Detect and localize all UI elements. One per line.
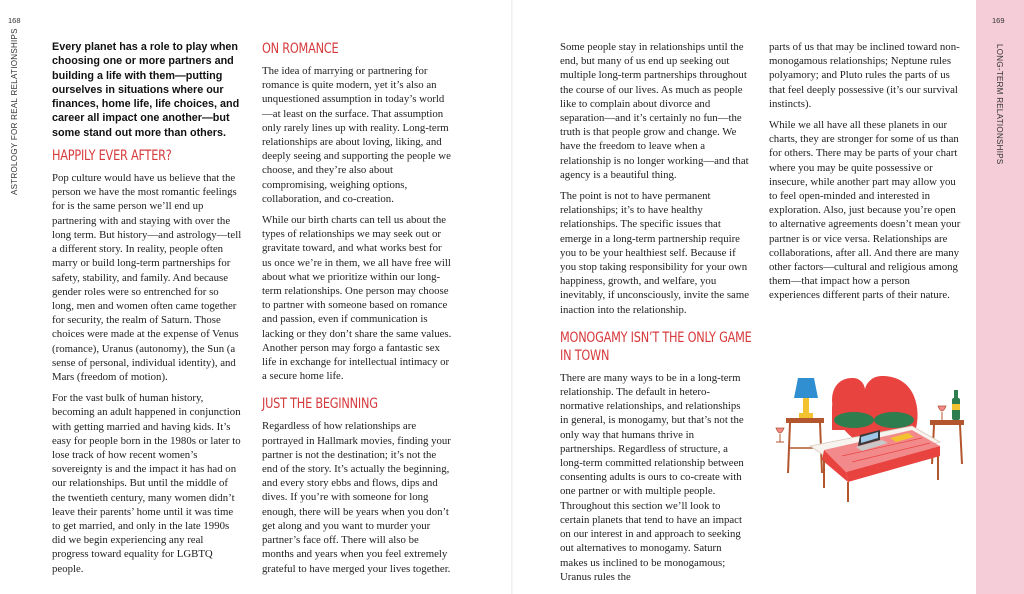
body-paragraph: While our birth charts can tell us about the types of relationships we may seek out or gravitate toward, and what works best for us once we’re in them, we all have free will about what we prioritize within our long-term relationships. One person may choose to partner with someone based on romance and passion, even if communication is lacking or they don’t share the same values. Another person may forgo a fantastic sex life in exchange for intellectual intimacy or a secure home life.: [262, 214, 452, 383]
left-page-number: 168: [8, 16, 21, 25]
left-running-head: ASTROLOGY FOR REAL RELATIONSHIPS: [10, 28, 19, 195]
heading-on-romance: ON ROMANCE: [262, 41, 339, 57]
body-paragraph: parts of us that may be inclined toward non-monogamous relationships; Neptune rules polyamory; and Pluto rules the parts of us that feel deeply possessive (it’s our survival instincts).: [769, 41, 960, 110]
left-column-2: [262, 40, 452, 583]
heading-monogamy-line-2: IN TOWN: [560, 347, 610, 364]
body-paragraph: While we all have all these planets in our charts, they are stronger for some of us than for others. There may be parts of your chart where you may be quite possessive or insecure, while another part may allow you to feel open-minded and interested in exploration. Also, just because you’re open to alternative agreements doesn’t mean your partner is or vice versa. Relationships are collaborations, after all. And there are many other factors—cultural and religious among them—that impact how a person experiences different parts of their nature.: [769, 119, 961, 302]
body-paragraph: Some people stay in relationships until the end, but many of us end up seeking out multiple long-term partnerships throughout the course of our lives. As much as people like to complain about divorce and separation—and it’s certainly no fun—the truth is that people grow and change. We have the freedom to leave when a relationship is no longer working—and that agency is a beautiful thing.: [560, 41, 749, 181]
left-column-1: [52, 40, 242, 583]
lamp-icon: [794, 378, 818, 418]
wine-bottle-icon: [952, 390, 960, 420]
right-running-head: LONG-TERM RELATIONSHIPS: [995, 44, 1004, 165]
body-paragraph: For the vast bulk of human history, becoming an adult happened in conjunction with getting married and having kids. It’s easy for people born in the 1980s or later to lose track of how recent women’s sovereignty is and the impact it has had on our relationships. But until the middle of the twentieth century, many women didn’t leave their parents’ home until it was time to get married, and only in the late 1990s did we begin experiencing any real progress toward equality for LGBTQ people.: [52, 392, 241, 575]
right-page-number: 169: [992, 16, 1005, 25]
right-column-1: [560, 40, 750, 591]
body-paragraph: There are many ways to be in a long-term relationship. The default in hetero-normative relationships, and relationships in general, is monogamy, but that’s not the only way that humans thrive in partnerships. Regardless of structure, a long-term committed relationship between consenting adults is ours to co-create with one partner or with multiple people. Throughout this section we’ll look to certain planets that tend to have an impact on our interest in and approach to seeking out alternatives to monogamy. Saturn makes us inclined to be monogamous; Uranus rules the: [560, 371, 744, 583]
body-paragraph: Pop culture would have us believe that the person we have the most romantic feelings for is the same person we’ll end up partnering with and staying with over the long term. But history—and astrology—tell a different story. In reality, people often marry or build long-term partnerships for safety, stability, and family. And because gender roles were so entrenched for so long, men and women often came together for security, the realm of Saturn. Those choices were made at the expense of Venus (romance), Uranus (autonomy), the Sun (a sense of personal, individual identity), and Mars (freedom of motion).: [52, 172, 242, 383]
body-paragraph: The point is not to have permanent relationships; it’s to have healthy relationships. The specific issues that emerge in a long-term partnership require you to be your healthiest self. Because if you stop taking responsibility for your own happiness, growth, and welfare, you inevitably, if unconsciously, invite the same inaction into the relationship.: [560, 190, 750, 316]
heart-bed-illustration: [762, 368, 968, 508]
page-gutter: [511, 0, 513, 594]
wine-glass-icon: [776, 428, 784, 442]
heading-happily-ever-after: HAPPILY EVER AFTER?: [52, 148, 172, 165]
body-paragraph: Regardless of how relationships are portrayed in Hallmark movies, finding your partner is not the destination; it’s not the end of the story. It’s actually the beginning, and every story ebbs and flows, dips and dives. If you’re with someone for long enough, there will be years when you don’t get along and you want to murder your partner’s face off. There will also be months and years when you feel extremely grateful to have merged your lives together.: [262, 420, 451, 575]
wine-glass-icon: [938, 406, 946, 420]
right-column-2: [769, 40, 961, 310]
body-paragraph: The idea of marrying or partnering for romance is quite modern, yet it’s also an unquestioned assumption in today’s world—at least on the surface. That assumption only rarely lines up with reality. Long-term relationships are about loving, liking, and deeply seeing and supporting the people we choose, and they’re also about compromising, weighing options, collaboration, and co-creation.: [262, 65, 451, 205]
lead-paragraph: Every planet has a role to play when choosing one or more partners and building a life with them—putting ourselves in situations where our finances, home life, life choices, and career all impact one another—but some stand out more than others.: [52, 41, 240, 139]
heading-just-the-beginning: JUST THE BEGINNING: [262, 396, 378, 413]
heading-monogamy-line-1: MONOGAMY ISN’T THE ONLY GAME: [560, 329, 752, 346]
